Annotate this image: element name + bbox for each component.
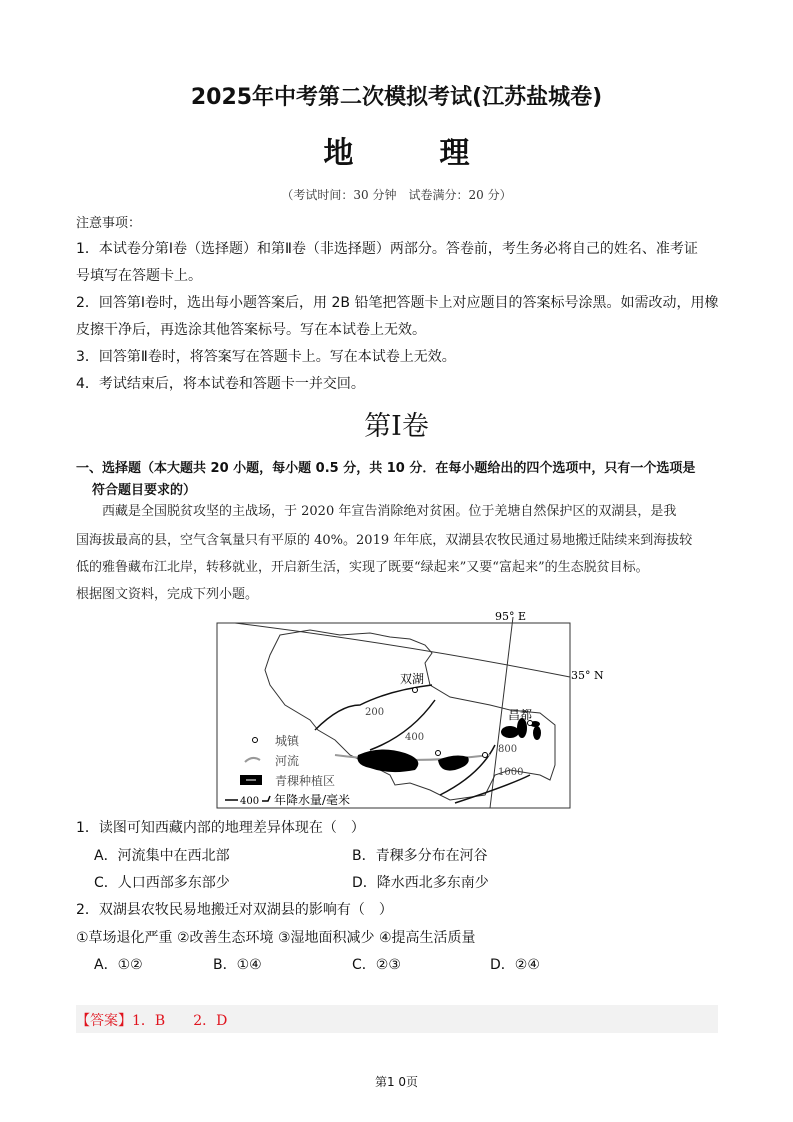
legend-barley: 青稞种植区 [275, 774, 336, 788]
q1-option-b: B．青稞多分布在河谷 [352, 848, 488, 864]
city-shuanghu: 双湖 [400, 672, 425, 686]
q2-statements: ①草场退化严重 ②改善生态环境 ③湿地面积减少 ④提高生活质量 [76, 930, 476, 946]
latitude-label: 35° N [571, 669, 604, 682]
page-number: 第1 0页 [374, 1075, 419, 1089]
volume-heading: 第Ⅰ卷 [364, 411, 429, 442]
passage-line: 低的雅鲁藏布江北岸，转移就业，开启新生活，实现了既要“绿起来”又要“富起来”的生态脱贫目标。 [76, 560, 649, 575]
passage-line: 根据图文资料，完成下列小题。 [76, 587, 259, 602]
longitude-label: 95° E [495, 610, 527, 623]
note-line: 3．回答第Ⅱ卷时，将答案写在答题卡上。写在本试卷上无效。 [76, 349, 456, 365]
passage-line: 西藏是全国脱贫攻坚的主战场，于 2020 年宣告消除绝对贫困。位于羌塘自然保护区的双湖县，是我 [76, 504, 677, 519]
notes-heading: 注意事项： [76, 216, 142, 231]
isohyet-label: 200 [365, 707, 385, 718]
q1-option-a: A．河流集中在西北部 [94, 848, 230, 864]
river-legend-icon [245, 758, 260, 762]
subject-title: 地 理 [323, 136, 498, 171]
q2-option-d: D．②④ [490, 957, 540, 973]
legend-precip: 年降水量/毫米 [274, 793, 351, 807]
isohyet-label: 800 [498, 744, 518, 755]
isohyet-label: 1000 [498, 767, 524, 778]
q2-option-a: A．①② [94, 957, 143, 973]
isohyet-label: 400 [405, 732, 425, 743]
town-legend-icon [253, 738, 258, 743]
note-line: 2．回答第Ⅰ卷时，选出每小题答案后，用 2B 铅笔把答题卡上对应题目的答案标号涂黑。如需改动，用橡 [76, 295, 719, 311]
answer-text: 【答案】1．B 2．D [76, 1013, 228, 1029]
legend-river: 河流 [275, 754, 300, 768]
exam-info: （考试时间：30 分钟 试卷满分：20 分） [281, 188, 512, 202]
q1-option-d: D．降水西北多东南少 [352, 875, 489, 891]
tibet-map [210, 605, 610, 815]
passage-line: 国海拔最高的县，空气含氧量只有平原的 40%。2019 年年底，双湖县农牧民通过易地搬迁陆续来到海拔较 [76, 533, 693, 548]
note-line: 4．考试结束后，将本试卷和答题卡一并交回。 [76, 376, 365, 392]
answer-box [76, 1005, 718, 1033]
note-line: 1．本试卷分第Ⅰ卷（选择题）和第Ⅱ卷（非选择题）两部分。答卷前，考生务必将自己的姓名、准考证 [76, 241, 698, 257]
q1-option-c: C．人口西部多东部少 [94, 875, 230, 891]
q2-option-c: C．②③ [352, 957, 401, 973]
city-changdu: 昌都 [508, 708, 533, 722]
q2-option-b: B．①④ [213, 957, 262, 973]
section-heading: 一、选择题（本大题共 20 小题，每小题 0.5 分，共 10 分．在每小题给出的四个选项中，只有一个选项是 [76, 461, 696, 476]
legend-precip-value: 400 [240, 796, 260, 807]
note-line: 皮擦干净后，再选涂其他答案标号。写在本试卷上无效。 [76, 322, 426, 338]
exam-title: 2025年中考第二次模拟考试(江苏盐城卷) [190, 85, 603, 110]
question-2-stem: 2．双湖县农牧民易地搬迁对双湖县的影响有（ ） [76, 902, 393, 918]
section-heading-cont: 符合题目要求的） [92, 483, 197, 498]
legend-town: 城镇 [275, 734, 300, 748]
note-line: 号填写在答题卡上。 [76, 268, 202, 284]
question-1-stem: 1．读图可知西藏内部的地理差异体现在（ ） [76, 820, 365, 836]
